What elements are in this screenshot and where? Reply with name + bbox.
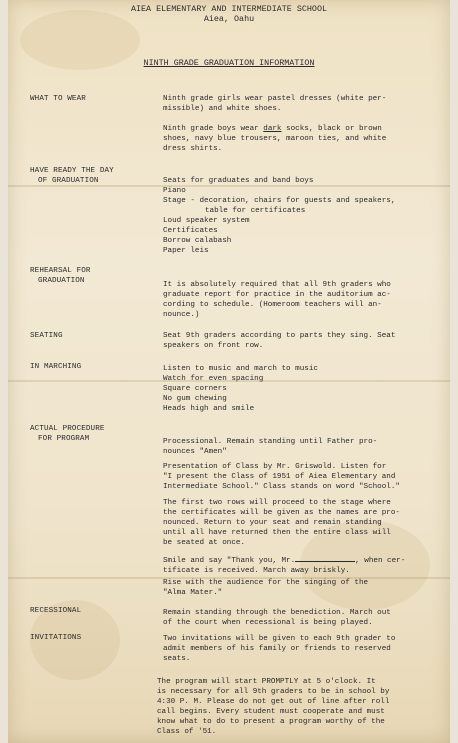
underlined-word: dark bbox=[263, 125, 282, 133]
text-line: call begins. Every student must cooperate and must bbox=[157, 708, 385, 716]
text-line: nounced. Return to your seat and remain standing bbox=[163, 519, 382, 527]
label-line: HAVE READY THE DAY bbox=[30, 167, 114, 175]
procedure-thank-you bbox=[163, 553, 433, 576]
text-line: "I present the Class of 1951 of Aiea Elementary and bbox=[163, 473, 396, 481]
text-line: Intermediate School." Class stands on word "School." bbox=[163, 483, 400, 491]
list-item: Watch for even spacing bbox=[163, 375, 264, 383]
label-invitations: INVITATIONS bbox=[30, 634, 82, 642]
text-fragment: socks, black or brown bbox=[281, 125, 382, 133]
seating-text bbox=[163, 331, 433, 351]
label-line: GRADUATION bbox=[38, 277, 85, 285]
text-line: The program will start PROMPTLY at 5 o'clock. It bbox=[157, 678, 376, 686]
text-line: Ninth grade girls wear pastel dresses (white per- bbox=[163, 95, 387, 103]
text-line: missible) and white shoes. bbox=[163, 105, 282, 113]
text-fragment: Smile and say "Thank you, Mr. bbox=[163, 557, 296, 565]
text-fragment: Ninth grade boys wear bbox=[163, 125, 264, 133]
text-line: Rise with the audience for the singing of the bbox=[163, 579, 369, 587]
label-line: OF GRADUATION bbox=[38, 177, 99, 185]
text-line: 4:30 P. M. Please do not get out of line after roll bbox=[157, 698, 390, 706]
label-in-marching: IN MARCHING bbox=[30, 363, 82, 371]
wear-girls-text bbox=[163, 94, 433, 114]
list-item: Stage - decoration, chairs for guests and speakers, bbox=[163, 197, 396, 205]
closing-text bbox=[157, 677, 427, 737]
procedure-alma-mater bbox=[163, 578, 433, 598]
wear-boys-text bbox=[163, 124, 433, 154]
list-item: Listen to music and march to music bbox=[163, 365, 318, 373]
text-line: shoes, navy blue trousers, maroon ties, and white bbox=[163, 135, 387, 143]
list-item: Piano bbox=[163, 187, 186, 195]
document-title: NINTH GRADE GRADUATION INFORMATION bbox=[143, 58, 315, 68]
school-location: Aiea, Oahu bbox=[203, 14, 255, 24]
text-line: know what to do to present a program worthy of the bbox=[157, 718, 385, 726]
blank-line bbox=[295, 553, 355, 562]
text-line bbox=[163, 124, 433, 134]
label-rehearsal bbox=[30, 266, 150, 286]
text-line: until all have returned then the entire class will bbox=[163, 529, 391, 537]
list-item: Loud speaker system bbox=[163, 217, 250, 225]
text-line: speakers on front row. bbox=[163, 342, 264, 350]
text-line: Processional. Remain standing until Father pro- bbox=[163, 438, 378, 446]
procedure-processional bbox=[163, 437, 433, 457]
text-line: of the court when recessional is being played. bbox=[163, 619, 373, 627]
list-item: table for certificates bbox=[205, 207, 306, 215]
text-line: Class of '51. bbox=[157, 728, 217, 736]
label-seating: SEATING bbox=[30, 332, 63, 340]
list-item: Certificates bbox=[163, 227, 218, 235]
text-line: the certificates will be given as the names are pro- bbox=[163, 509, 400, 517]
text-line: be seated at once. bbox=[163, 539, 246, 547]
text-line: "Alma Mater." bbox=[163, 589, 223, 597]
text-fragment: , when cer- bbox=[355, 557, 406, 565]
text-line: tificate is received. March away briskly. bbox=[163, 567, 350, 575]
text-line: Two invitations will be given to each 9th grader to bbox=[163, 635, 396, 643]
ready-list bbox=[163, 176, 433, 256]
text-line: is necessary for all 9th graders to be in school by bbox=[157, 688, 390, 696]
text-line: seats. bbox=[163, 655, 191, 663]
label-line: FOR PROGRAM bbox=[38, 435, 90, 443]
list-item: Square corners bbox=[163, 385, 227, 393]
text-line: nounces "Amen" bbox=[163, 448, 227, 456]
text-line: Remain standing through the benediction. March out bbox=[163, 609, 391, 617]
text-line: The first two rows will proceed to the stage where bbox=[163, 499, 391, 507]
text-line: dress shirts. bbox=[163, 145, 223, 153]
label-line: ACTUAL PROCEDURE bbox=[30, 425, 105, 433]
text-line: It is absolutely required that all 9th graders who bbox=[163, 281, 391, 289]
text-line bbox=[163, 553, 433, 566]
list-item: Borrow calabash bbox=[163, 237, 232, 245]
text-line: Presentation of Class by Mr. Griswold. Listen for bbox=[163, 463, 387, 471]
text-line: nounce.) bbox=[163, 311, 200, 319]
label-line: REHEARSAL FOR bbox=[30, 267, 91, 275]
list-item: Heads high and smile bbox=[163, 405, 255, 413]
list-item: Paper leis bbox=[163, 247, 209, 255]
invitations-text bbox=[163, 634, 433, 664]
text-line: graduate report for practice in the auditorium ac- bbox=[163, 291, 391, 299]
procedure-certificates bbox=[163, 498, 433, 548]
label-actual-procedure bbox=[30, 424, 150, 444]
label-what-to-wear: WHAT TO WEAR bbox=[30, 95, 86, 103]
procedure-presentation bbox=[163, 462, 433, 492]
text-line: admit members of his family or friends to reserved bbox=[163, 645, 391, 653]
list-item: No gum chewing bbox=[163, 395, 227, 403]
school-name: AIEA ELEMENTARY AND INTERMEDIATE SCHOOL bbox=[130, 4, 327, 14]
label-recessional: RECESSIONAL bbox=[30, 607, 82, 615]
rehearsal-text bbox=[163, 280, 433, 320]
list-item: Seats for graduates and band boys bbox=[163, 177, 314, 185]
recessional-text bbox=[163, 608, 433, 628]
text-line: cording to schedule. (Homeroom teachers will an- bbox=[163, 301, 382, 309]
text-line: Seat 9th graders according to parts they sing. Seat bbox=[163, 332, 396, 340]
label-have-ready bbox=[30, 166, 150, 186]
marching-list bbox=[163, 364, 433, 414]
